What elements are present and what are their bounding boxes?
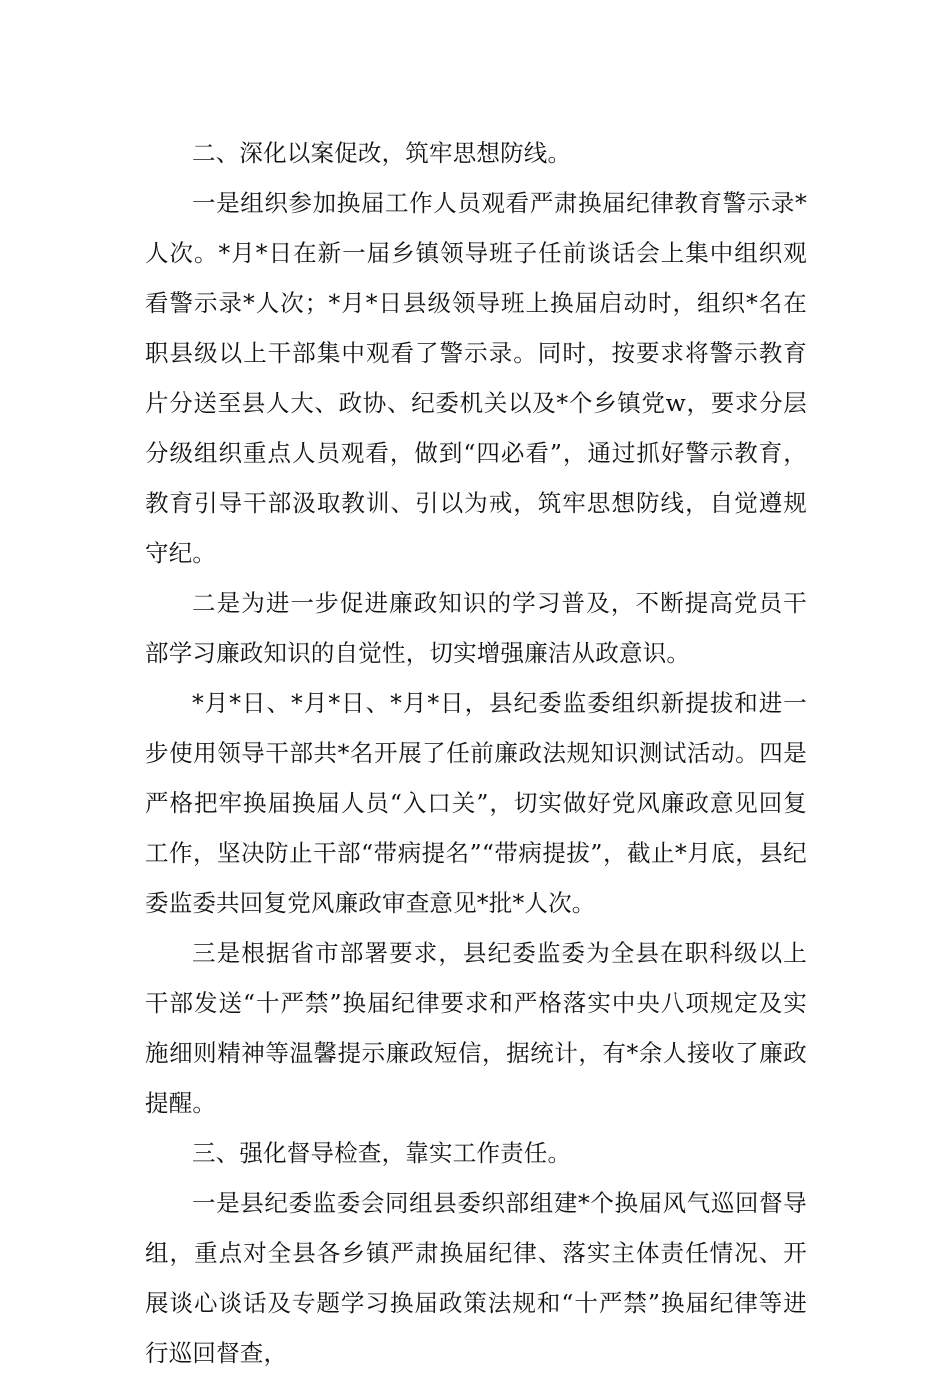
paragraph-warning-education: 一是组织参加换届工作人员观看严肃换届纪律教育警示录*人次。*月*日在新一届乡镇领导班子任前谈话会上集中组织观看警示录*人次；*月*日县级领导班上换届启动时，组织*名在职县级以上干部集中观看了警示录。同时，按要求将警示教育片分送至县人大、政协、纪委机关以及*个乡镇党w，要求分层分级组织重点人员观看，做到“四必看”，通过抓好警示教育，教育引导干部汲取教训、引以为戒，筑牢思想防线，自觉遵规守纪。 <box>145 189 807 567</box>
paragraph-inspection-groups: 一是县纪委监委会同组县委织部组建*个换届风气巡回督导组，重点对全县各乡镇严肃换届纪律、落实主体责任情况、开展谈心谈话及专题学习换届政策法规和“十严禁”换届纪律等进行巡回督查， <box>145 1189 807 1367</box>
paragraph-integrity-test: *月*日、*月*日、*月*日，县纪委监委组织新提拔和进一步使用领导干部共*名开展了任前廉政法规知识测试活动。四是严格把牢换届换届人员“入口关”，切实做好党风廉政意见回复工作，坚决防止干部“带病提名”“带病提拔”，截止*月底，县纪委监委共回复党风廉政审查意见*批*人次。 <box>145 689 807 917</box>
paragraph-integrity-sms: 三是根据省市部署要求，县纪委监委为全县在职科级以上干部发送“十严禁”换届纪律要求和严格落实中央八项规定及实施细则精神等温馨提示廉政短信，据统计，有*余人接收了廉政提醒。 <box>145 939 807 1117</box>
section-heading-2: 二、深化以案促改，筑牢思想防线。 <box>192 139 572 167</box>
section-heading-3: 三、强化督导检查，靠实工作责任。 <box>192 1139 572 1167</box>
paragraph-integrity-knowledge: 二是为进一步促进廉政知识的学习普及，不断提高党员干部学习廉政知识的自觉性，切实增强廉洁从政意识。 <box>145 589 807 667</box>
document-body <box>145 128 807 1378</box>
